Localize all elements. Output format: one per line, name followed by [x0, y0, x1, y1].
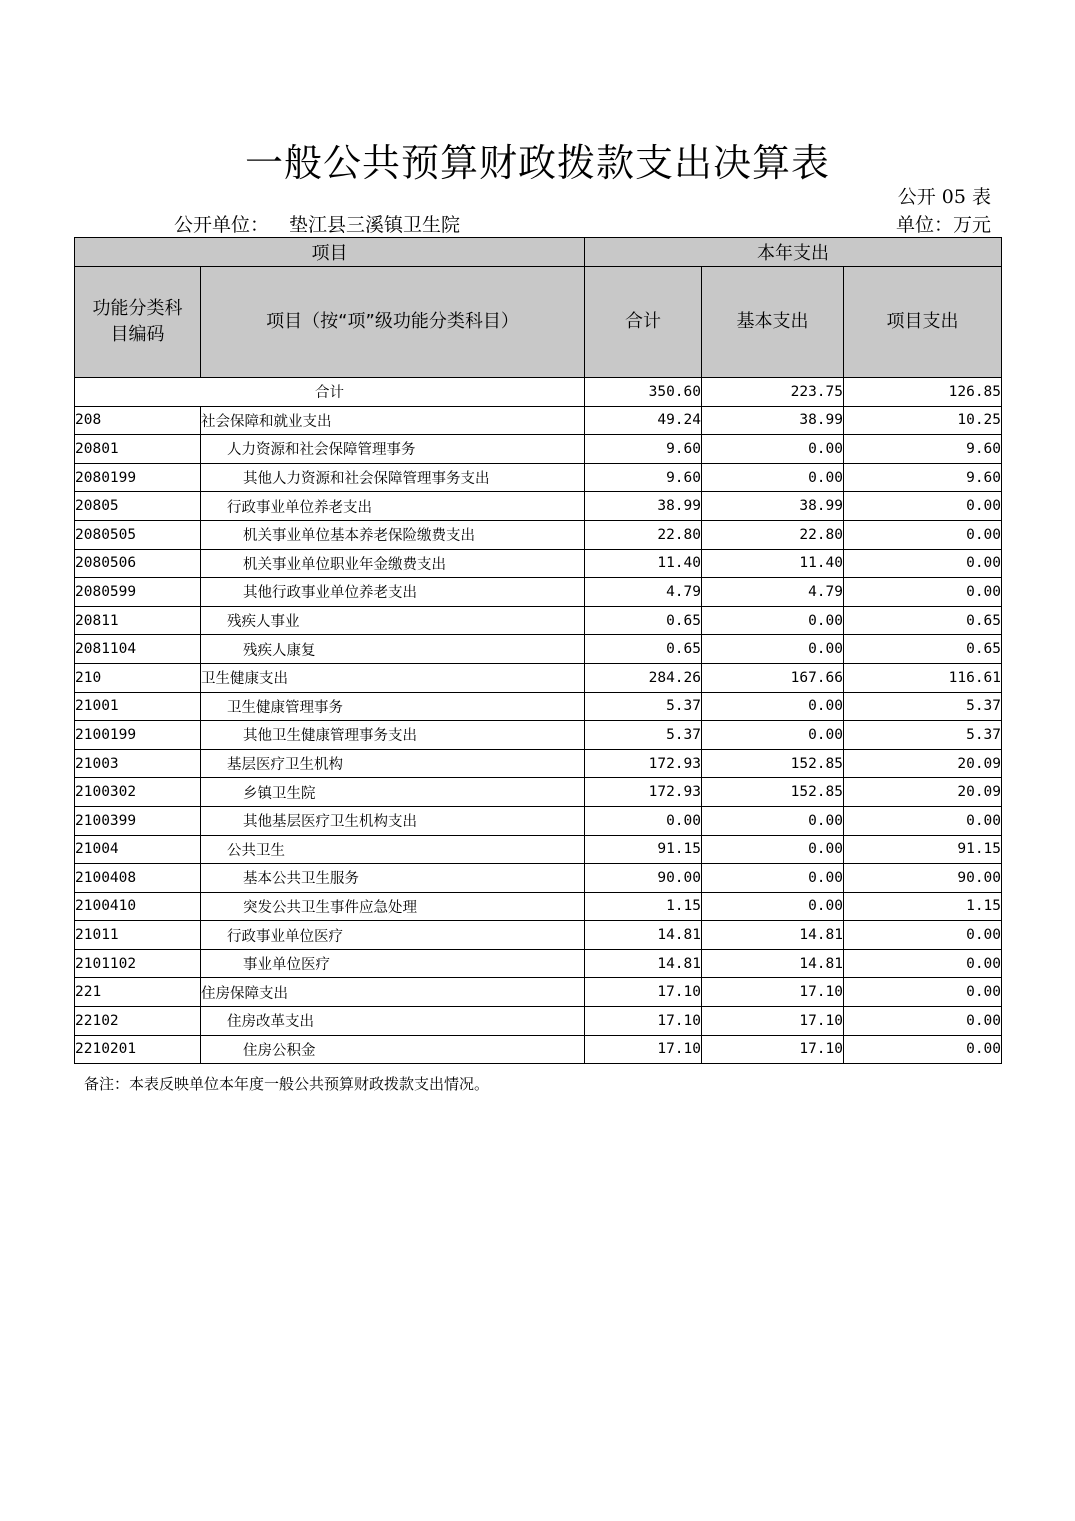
row-project: 91.15: [844, 835, 1002, 864]
form-number: 公开 05 表: [897, 186, 991, 208]
row-project: 0.00: [844, 520, 1002, 549]
row-name: 住房保障支出: [201, 978, 585, 1007]
row-project: 0.65: [844, 635, 1002, 664]
row-basic: 14.81: [702, 921, 844, 950]
row-name: 残疾人康复: [201, 635, 585, 664]
row-name: 社会保障和就业支出: [201, 406, 585, 435]
row-total: 17.10: [585, 978, 702, 1007]
reporting-unit-label: 公开单位：: [174, 214, 270, 236]
page-title: 一般公共预算财政拨款支出决算表: [244, 141, 830, 185]
row-code: 20801: [75, 435, 201, 464]
row-total: 14.81: [585, 949, 702, 978]
row-project: 5.37: [844, 692, 1002, 721]
header-basic: 基本支出: [702, 267, 844, 378]
table-row: [75, 635, 1002, 664]
row-total: 38.99: [585, 492, 702, 521]
row-code: 2100302: [75, 778, 201, 807]
row-code: 2100408: [75, 864, 201, 893]
row-name: 残疾人事业: [201, 606, 585, 635]
row-basic: 167.66: [702, 663, 844, 692]
row-code: 2080506: [75, 549, 201, 578]
row-name: 其他卫生健康管理事务支出: [201, 721, 585, 750]
row-basic: 0.00: [702, 463, 844, 492]
row-code: 208: [75, 406, 201, 435]
row-code: 21001: [75, 692, 201, 721]
header-total: 合计: [585, 267, 702, 378]
row-total: 0.65: [585, 606, 702, 635]
table-row: [75, 835, 1002, 864]
row-code: 2100410: [75, 892, 201, 921]
row-code: 21004: [75, 835, 201, 864]
row-project: 20.09: [844, 749, 1002, 778]
row-basic: 14.81: [702, 949, 844, 978]
row-name: 事业单位医疗: [201, 949, 585, 978]
row-code: 2080199: [75, 463, 201, 492]
table-row: [75, 492, 1002, 521]
row-code: 221: [75, 978, 201, 1007]
table-row: [75, 978, 1002, 1007]
row-total: 172.93: [585, 778, 702, 807]
table-row: [75, 406, 1002, 435]
row-code: 20811: [75, 606, 201, 635]
row-project: 0.00: [844, 1007, 1002, 1036]
row-total: 9.60: [585, 435, 702, 464]
table-row: [75, 749, 1002, 778]
row-project: 9.60: [844, 435, 1002, 464]
row-basic: 152.85: [702, 749, 844, 778]
row-project: 0.00: [844, 549, 1002, 578]
row-total: 9.60: [585, 463, 702, 492]
row-total: 17.10: [585, 1035, 702, 1064]
header-item: 项目（按“项”级功能分类科目）: [201, 267, 585, 378]
total-basic: 223.75: [702, 378, 844, 407]
row-basic: 17.10: [702, 1035, 844, 1064]
row-total: 14.81: [585, 921, 702, 950]
row-name: 人力资源和社会保障管理事务: [201, 435, 585, 464]
total-project: 126.85: [844, 378, 1002, 407]
total-sum: 350.60: [585, 378, 702, 407]
row-code: 2100399: [75, 806, 201, 835]
row-name: 公共卫生: [201, 835, 585, 864]
row-basic: 0.00: [702, 635, 844, 664]
row-basic: 0.00: [702, 606, 844, 635]
row-name: 机关事业单位职业年金缴费支出: [201, 549, 585, 578]
row-basic: 0.00: [702, 692, 844, 721]
row-basic: 38.99: [702, 406, 844, 435]
row-basic: 0.00: [702, 892, 844, 921]
row-code: 2080599: [75, 578, 201, 607]
row-code: 2081104: [75, 635, 201, 664]
table-row: [75, 721, 1002, 750]
row-basic: 17.10: [702, 1007, 844, 1036]
row-code: 22102: [75, 1007, 201, 1036]
row-total: 172.93: [585, 749, 702, 778]
row-project: 0.00: [844, 578, 1002, 607]
row-total: 284.26: [585, 663, 702, 692]
row-project: 0.00: [844, 978, 1002, 1007]
table-row: [75, 663, 1002, 692]
row-basic: 22.80: [702, 520, 844, 549]
table-row: [75, 921, 1002, 950]
reporting-unit-name: 垫江县三溪镇卫生院: [289, 214, 461, 236]
row-name: 机关事业单位基本养老保险缴费支出: [201, 520, 585, 549]
table-row: [75, 463, 1002, 492]
row-basic: 17.10: [702, 978, 844, 1007]
row-total: 1.15: [585, 892, 702, 921]
row-total: 5.37: [585, 721, 702, 750]
row-basic: 4.79: [702, 578, 844, 607]
row-code: 2210201: [75, 1035, 201, 1064]
row-total: 49.24: [585, 406, 702, 435]
row-project: 0.00: [844, 492, 1002, 521]
row-name: 卫生健康支出: [201, 663, 585, 692]
row-project: 0.00: [844, 1035, 1002, 1064]
row-project: 10.25: [844, 406, 1002, 435]
row-basic: 0.00: [702, 435, 844, 464]
row-basic: 11.40: [702, 549, 844, 578]
header-project-expense: 项目支出: [844, 267, 1002, 378]
header-code: 功能分类科目编码: [75, 267, 201, 378]
row-project: 116.61: [844, 663, 1002, 692]
row-basic: 0.00: [702, 864, 844, 893]
reporting-unit: [174, 210, 460, 237]
total-row: [75, 378, 1002, 407]
header-project: 项目: [75, 238, 585, 267]
row-total: 90.00: [585, 864, 702, 893]
total-label: 合计: [75, 378, 585, 407]
row-basic: 152.85: [702, 778, 844, 807]
row-name: 其他行政事业单位养老支出: [201, 578, 585, 607]
row-code: 20805: [75, 492, 201, 521]
row-project: 5.37: [844, 721, 1002, 750]
row-code: 21003: [75, 749, 201, 778]
row-total: 17.10: [585, 1007, 702, 1036]
table-row: [75, 520, 1002, 549]
row-total: 5.37: [585, 692, 702, 721]
row-code: 2100199: [75, 721, 201, 750]
table-row: [75, 1007, 1002, 1036]
row-total: 22.80: [585, 520, 702, 549]
table-row: [75, 806, 1002, 835]
row-name: 乡镇卫生院: [201, 778, 585, 807]
table-row: [75, 578, 1002, 607]
row-total: 0.00: [585, 806, 702, 835]
row-project: 90.00: [844, 864, 1002, 893]
header-current-year: 本年支出: [585, 238, 1002, 267]
footnote: 备注：本表反映单位本年度一般公共预算财政拨款支出情况。: [84, 1075, 490, 1093]
row-name: 基本公共卫生服务: [201, 864, 585, 893]
table-row: [75, 1035, 1002, 1064]
row-basic: 0.00: [702, 835, 844, 864]
table-row: [75, 692, 1002, 721]
row-code: 21011: [75, 921, 201, 950]
currency-unit: 单位：万元: [895, 214, 991, 236]
table-row: [75, 435, 1002, 464]
row-basic: 0.00: [702, 806, 844, 835]
table-row: [75, 606, 1002, 635]
row-name: 突发公共卫生事件应急处理: [201, 892, 585, 921]
row-code: 210: [75, 663, 201, 692]
row-total: 0.65: [585, 635, 702, 664]
row-total: 11.40: [585, 549, 702, 578]
table-row: [75, 892, 1002, 921]
row-project: 0.00: [844, 921, 1002, 950]
row-name: 行政事业单位养老支出: [201, 492, 585, 521]
row-total: 91.15: [585, 835, 702, 864]
row-basic: 0.00: [702, 721, 844, 750]
row-name: 基层医疗卫生机构: [201, 749, 585, 778]
row-basic: 38.99: [702, 492, 844, 521]
row-project: 9.60: [844, 463, 1002, 492]
row-project: 20.09: [844, 778, 1002, 807]
row-code: 2080505: [75, 520, 201, 549]
table-row: [75, 778, 1002, 807]
row-name: 住房公积金: [201, 1035, 585, 1064]
row-project: 0.00: [844, 949, 1002, 978]
row-name: 卫生健康管理事务: [201, 692, 585, 721]
table-row: [75, 864, 1002, 893]
row-name: 其他基层医疗卫生机构支出: [201, 806, 585, 835]
row-name: 其他人力资源和社会保障管理事务支出: [201, 463, 585, 492]
row-project: 1.15: [844, 892, 1002, 921]
row-code: 2101102: [75, 949, 201, 978]
row-project: 0.65: [844, 606, 1002, 635]
table-row: [75, 949, 1002, 978]
row-project: 0.00: [844, 806, 1002, 835]
budget-table: [74, 237, 1002, 1064]
row-name: 住房改革支出: [201, 1007, 585, 1036]
row-total: 4.79: [585, 578, 702, 607]
table-row: [75, 549, 1002, 578]
row-name: 行政事业单位医疗: [201, 921, 585, 950]
